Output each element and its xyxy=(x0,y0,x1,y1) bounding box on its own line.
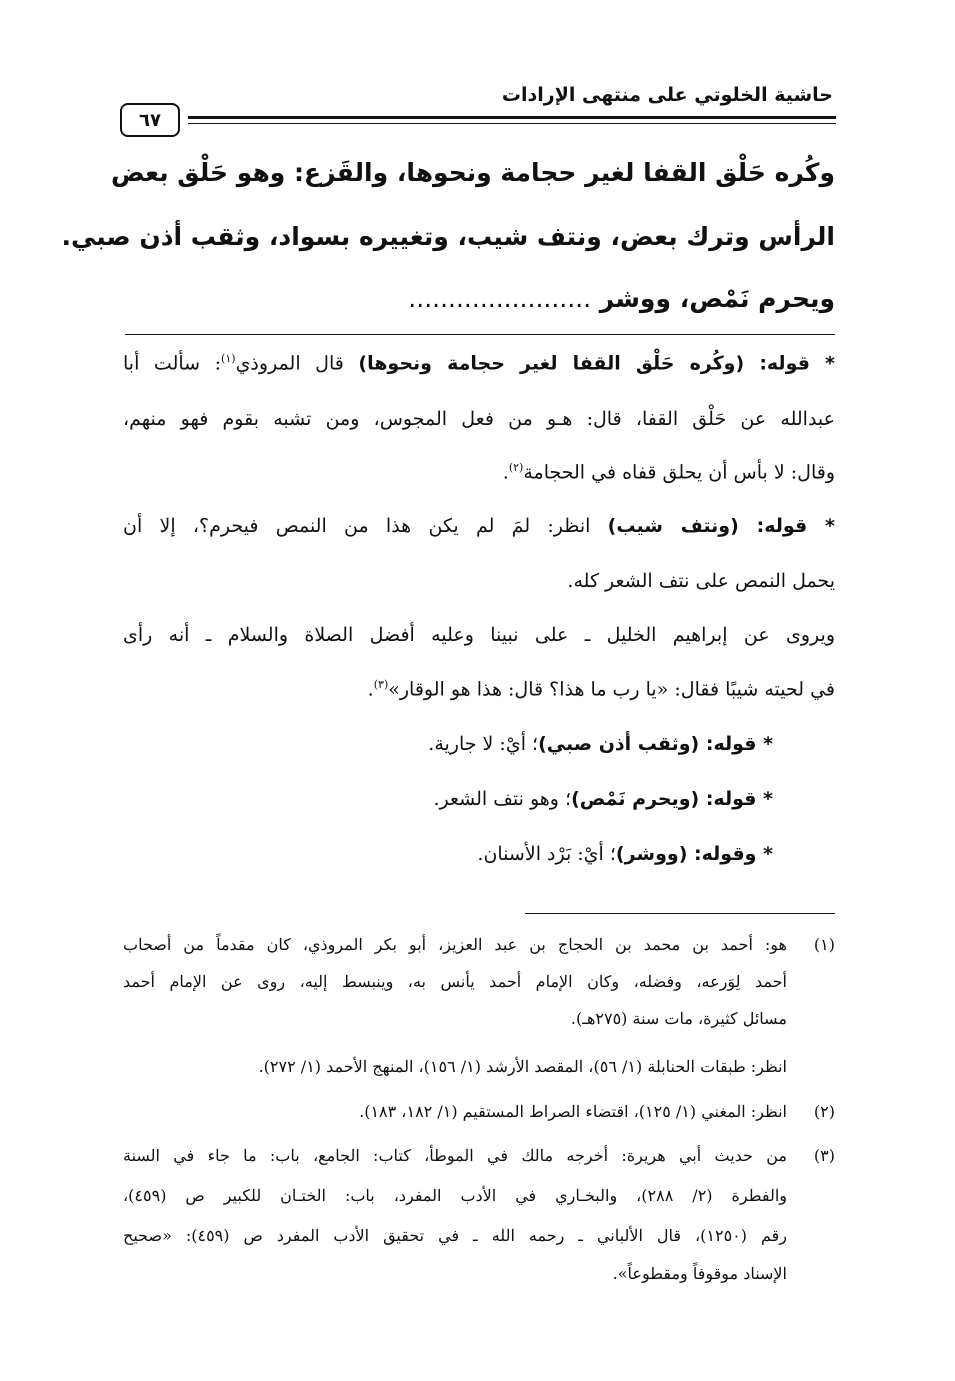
commentary-text: ؛ وهو نتف الشعر. xyxy=(433,788,572,810)
footnote-line: الإسناد موقوفاً ومقطوعاً». xyxy=(612,1264,787,1283)
footnote-ref: (٢) xyxy=(508,461,524,474)
commentary-line: ويروى عن إبراهيم الخليل ـ على نبينا وعليه أفضل الصلاة والسلام ـ أنه رأى xyxy=(123,624,835,646)
commentary-line xyxy=(123,515,835,537)
matn-line: الرأس وترك بعض، ونتف شيب، وتغييره بسواد، وثقب أذن صبي. xyxy=(61,222,835,251)
footnote-line: انظر: طبقات الحنابلة (١/ ٥٦)، المقصد الأرشد (١/ ١٥٦)، المنهج الأحمد (١/ ٢٧٢). xyxy=(258,1057,787,1076)
commentary-line: عبدالله عن حَلْق القفا، قال: هـو من فعل المجوس، ومن تشبه بقوم فهو منهم، xyxy=(123,408,835,430)
matn-line-text: ويحرم نَمْص، ووشر xyxy=(599,284,835,313)
commentary-line xyxy=(123,352,835,374)
commentary-line xyxy=(123,461,835,483)
page-number: ٦٧ xyxy=(120,103,180,137)
matn-line: وكُره حَلْق القفا لغير حجامة ونحوها، والقَزع: وهو حَلْق بعض xyxy=(111,158,835,187)
lemma-heading: * وقوله: (ووشر) xyxy=(615,843,773,865)
footnote-line: والفطرة (٢/ ٢٨٨)، والبخـاري في الأدب المفرد، باب: الختـان للكبير ص (٤٥٩)، xyxy=(123,1186,787,1205)
matn-continuation-dots: ....................... xyxy=(408,284,592,313)
running-title: حاشية الخلوتي على منتهى الإرادات xyxy=(501,84,833,106)
commentary-line xyxy=(123,733,773,755)
commentary-line: يحمل النمص على نتف الشعر كله. xyxy=(567,570,835,592)
lemma-heading: * قوله: (ويحرم نَمْص) xyxy=(571,788,773,810)
commentary-line xyxy=(123,843,773,865)
footnote-ref: (٣) xyxy=(373,678,389,691)
commentary-line xyxy=(123,678,835,700)
footnote-number: (١) xyxy=(813,935,835,954)
footnote-line: أحمد لِوَرعه، وفضله، وكان الإمام أحمد يأنس به، وينبسط إليه، روى عن الإمام أحمد xyxy=(123,972,787,991)
footnote-separator-rule xyxy=(525,913,835,914)
footnote-line: من حديث أبي هريرة: أخرجه مالك في الموطأ، كتاب: الجامع، باب: ما جاء في السنة xyxy=(123,1146,787,1165)
footnote-ref: (١) xyxy=(221,352,236,365)
commentary-line xyxy=(123,788,773,810)
footnote-line: مسائل كثيرة، مات سنة (٢٧٥هـ). xyxy=(570,1009,787,1028)
commentary-text: . xyxy=(502,461,509,484)
commentary-text: انظر: لمَ لم يكن هذا من النمص فيحرم؟، إلا أن xyxy=(123,515,591,537)
lemma-heading: * قوله: (وثقب أذن صبي) xyxy=(538,733,773,755)
header-rule-thin xyxy=(188,123,836,124)
commentary-text: وقال: لا بأس أن يحلق قفاه في الحجامة xyxy=(523,461,835,484)
matn-separator-rule xyxy=(125,334,835,335)
footnote-line: هو: أحمد بن محمد بن الحجاج بن عبد العزيز، أبو بكر المروذي، كان مقدماً من أصحاب xyxy=(123,935,787,954)
footnote-line: رقم (١٢٥٠)، قال الألباني ـ رحمه الله ـ في تحقيق الأدب المفرد ص (٤٥٩): «صحيح xyxy=(123,1226,788,1245)
commentary-text: : سألت أبا xyxy=(123,352,222,375)
footnote-number: (٣) xyxy=(813,1146,835,1165)
commentary-text: . xyxy=(367,678,374,701)
lemma-heading: * قوله: (ونتف شيب) xyxy=(607,515,835,537)
lemma-heading: * قوله: (وكُره حَلْق القفا لغير حجامة ونحوها) xyxy=(358,352,835,375)
matn-line xyxy=(123,284,835,313)
commentary-text: قال المروذي xyxy=(235,352,344,375)
footnote-line: انظر: المغني (١/ ١٢٥)، اقتضاء الصراط المستقيم (١/ ١٨٢، ١٨٣). xyxy=(359,1102,787,1121)
commentary-text: ؛ أيْ: بَرْد الأسنان. xyxy=(477,843,616,865)
header-rule-thick xyxy=(188,116,836,119)
footnote-number: (٢) xyxy=(813,1102,835,1121)
commentary-text: في لحيته شيبًا فقال: «يا رب ما هذا؟ قال: هذا هو الوقار» xyxy=(388,678,835,701)
commentary-text: ؛ أيْ: لا جارية. xyxy=(428,733,539,755)
